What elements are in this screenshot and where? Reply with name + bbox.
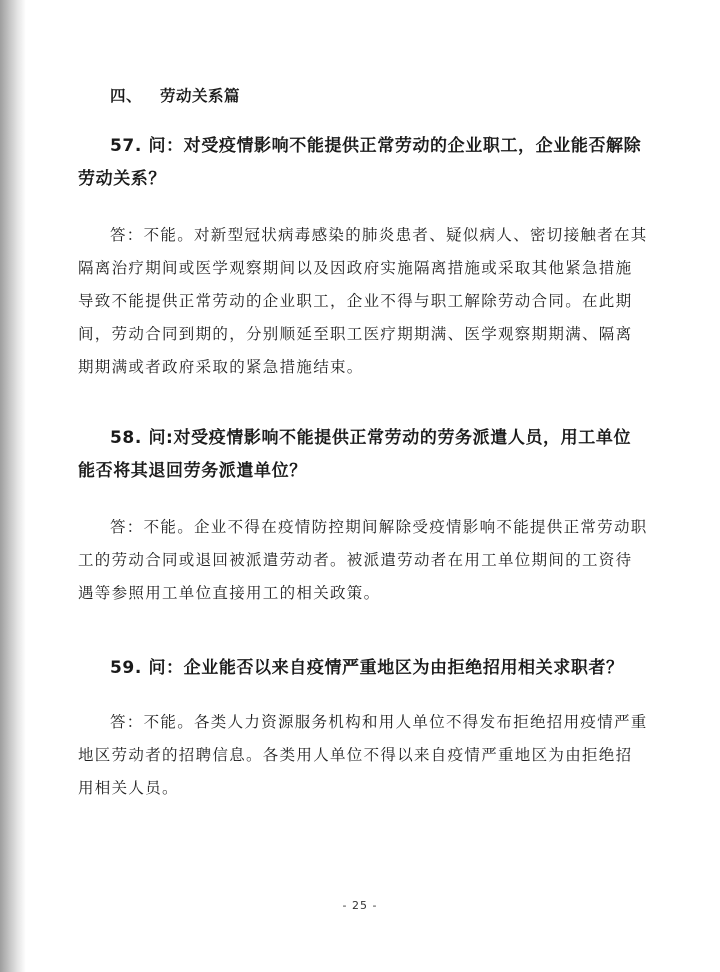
question-number: 59. <box>110 658 142 678</box>
section-heading <box>110 84 240 108</box>
answer-59: 答：不能。各类人力资源服务机构和用人单位不得发布拒绝招用疫情严重地区劳动者的招聘信息。各类用人单位不得以来自疫情严重地区为由拒绝招用相关人员。 <box>78 713 648 797</box>
answer-57: 答：不能。对新型冠状病毒感染的肺炎患者、疑似病人、密切接触者在其隔离治疗期间或医学观察期间以及因政府实施隔离措施或采取其他紧急措施导致不能提供正常劳动的企业职工，企业不得与职工解除劳动合同。在此期间，劳动合同到期的，分别顺延至职工医疗期期满、医学观察期期满、隔离期期满或者政府采取的紧急措施结束。 <box>78 226 648 376</box>
question-57 <box>78 130 648 196</box>
question-text: 问：企业能否以来自疫情严重地区为由拒绝招用相关求职者？ <box>148 658 624 678</box>
question-number: 58. <box>110 428 142 448</box>
page-number: - 25 - <box>342 899 378 912</box>
section-number: 四、 <box>110 87 143 105</box>
question-number: 57. <box>110 136 142 156</box>
question-58 <box>78 422 648 488</box>
question-text: 问:对受疫情影响不能提供正常劳动的劳务派遣人员，用工单位能否将其退回劳务派遣单位？ <box>78 428 632 481</box>
section-title: 劳动关系篇 <box>160 87 241 105</box>
question-59 <box>78 652 648 685</box>
question-text: 问：对受疫情影响不能提供正常劳动的企业职工，企业能否解除劳动关系？ <box>78 136 642 189</box>
answer-58: 答：不能。企业不得在疫情防控期间解除受疫情影响不能提供正常劳动职工的劳动合同或退回被派遣劳动者。被派遣劳动者在用工单位期间的工资待遇等参照用工单位直接用工的相关政策。 <box>78 518 648 602</box>
